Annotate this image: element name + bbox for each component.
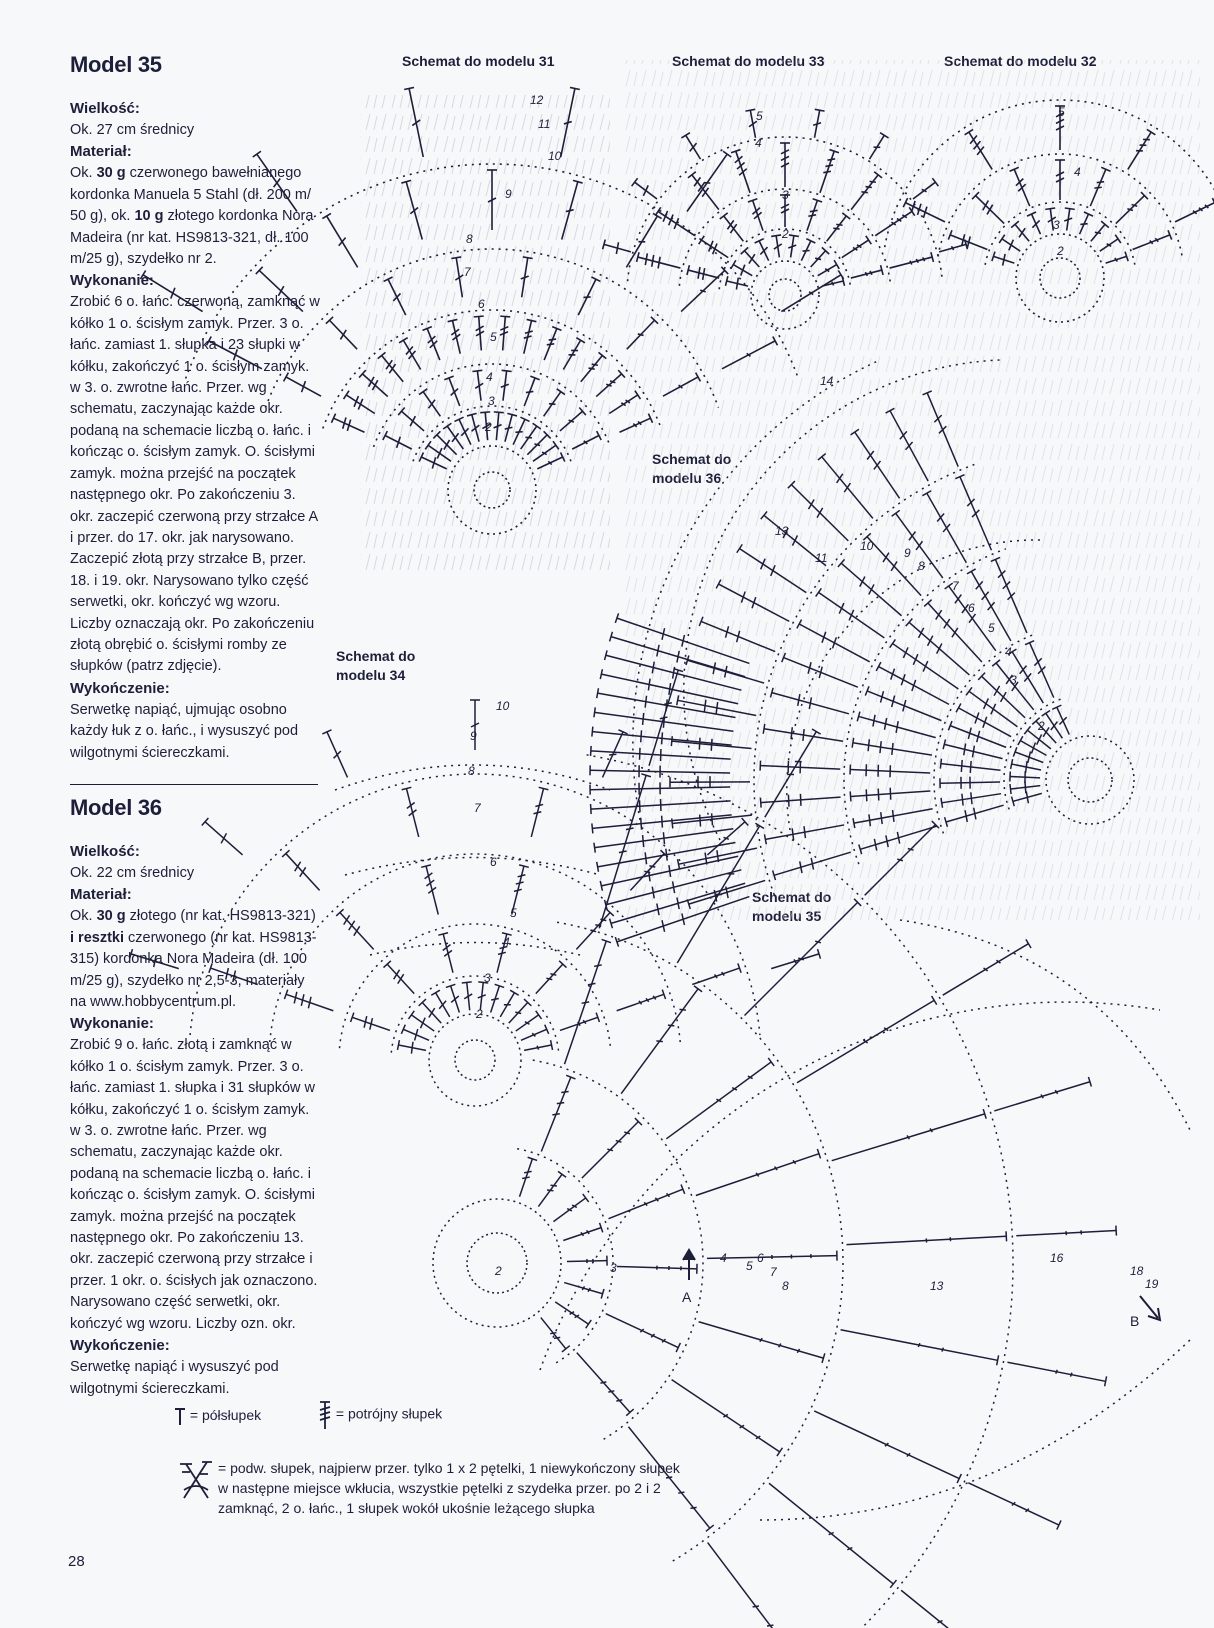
stitch-mark: [932, 996, 937, 1005]
round-number: 3: [484, 971, 491, 985]
stitch-mark: [334, 751, 341, 758]
stitch-mark: [534, 812, 542, 814]
stitch-mark: [768, 1058, 774, 1066]
stitch-mark: [833, 228, 839, 229]
stitch-mark: [480, 412, 490, 413]
stitch-mark: [753, 1606, 759, 1607]
stitch-mark: [1006, 1231, 1007, 1241]
round-number: 5: [490, 330, 497, 344]
stitch-mark: [756, 1173, 759, 1177]
stitch-mark: [600, 881, 602, 891]
stitch-mark: [420, 1018, 425, 1029]
round-number: 5: [756, 109, 763, 123]
stitch-mark: [592, 364, 598, 365]
round-number: 2: [485, 420, 492, 434]
round-number: 8: [918, 559, 925, 573]
stitch-mark: [866, 789, 867, 801]
stitch-mark: [582, 1286, 584, 1290]
round-number: 7: [464, 265, 471, 279]
stitch-mark: [537, 1046, 539, 1050]
stitch-mark: [600, 1382, 606, 1383]
stitch-mark: [679, 1009, 685, 1010]
stitch-mark: [408, 1011, 414, 1019]
stitch-mark: [474, 316, 484, 317]
round-number: 11: [538, 117, 551, 131]
round-number: 19: [1145, 1277, 1159, 1291]
round-number: 2: [495, 1264, 502, 1278]
stitch-mark: [836, 224, 842, 225]
stitch-mark: [591, 746, 592, 756]
stitch-mark: [641, 730, 642, 742]
legend-cross-line3: zamknąć, 2 o. łańc., 1 słupek wokół ukośnie leżącego słupka: [218, 1500, 595, 1516]
stitch-mark: [510, 990, 519, 995]
stitch-mark: [597, 688, 599, 698]
stitch-mark: [777, 1448, 783, 1456]
stitch-mark: [788, 795, 789, 807]
legend-cross-line2: w następne miejsce wkłucia, wszystkie pętelki z szydełka przer. po 2 i 2: [218, 1480, 661, 1496]
round-number: 2: [782, 227, 789, 241]
stitch-mark: [462, 982, 472, 983]
stitch-mark: [561, 1091, 568, 1092]
stitch-mark: [653, 996, 656, 1000]
stitch-mark: [970, 761, 971, 773]
round-number: 13: [775, 524, 789, 538]
stitch-mark: [767, 1625, 773, 1626]
round-number: 9: [470, 729, 477, 743]
stitch-mark: [526, 391, 533, 392]
stitch-mark: [616, 1400, 622, 1401]
stitch-mark: [690, 1507, 696, 1508]
model36-work-heading: Wykonanie:: [70, 1015, 154, 1033]
round-number: 4: [1074, 165, 1081, 179]
stitch-mark: [1097, 182, 1104, 183]
stitch-mark: [918, 1343, 920, 1347]
model35-material-heading: Materiał:: [70, 143, 132, 161]
round-number: 3: [610, 1261, 617, 1275]
legend-triple-text: = potrójny słupek: [335, 1405, 443, 1422]
stitch-mark: [518, 875, 526, 877]
diagram-title-model34: Schemat do modelu 34: [336, 648, 416, 683]
stitch-mark: [668, 1025, 674, 1026]
stitch-mark: [1080, 224, 1087, 225]
round-number: 16: [1050, 1251, 1064, 1265]
chain-arc: [517, 1149, 613, 1364]
stitch-mark: [624, 1132, 630, 1134]
round-number: 7: [770, 1265, 777, 1279]
stitch-mark: [699, 738, 700, 750]
legend-cross-line1: = podw. słupek, najpierw przer. tylko 1 x 2 pętelki, 1 niewykończony słupek: [218, 1460, 680, 1476]
page-number: 28: [68, 1553, 85, 1570]
stitch-mark: [815, 941, 821, 943]
stitch-mark: [284, 373, 289, 382]
model35-size-text: Ok. 27 cm średnicy: [70, 122, 195, 138]
stitch-mark: [961, 760, 962, 772]
stitch-mark: [588, 1288, 590, 1292]
stitch-mark: [278, 286, 283, 296]
stitch-mark: [491, 998, 499, 999]
stitch-mark: [671, 736, 672, 746]
stitch-mark: [646, 998, 649, 1002]
stitch-mark: [516, 882, 524, 884]
marker-b-label: B: [1130, 1313, 1140, 1329]
model36-material-text: Ok. 30 g złotego (nr kat. HS9813-321) i resztki czerwonego (nr kat. HS9813-315) kordonka Nora Madeira (dł. 100 m/25 g), szydełko nr 2,5-3, materiały na www.hobbycentrum.pl.: [70, 908, 317, 1010]
stitch-mark: [592, 727, 593, 737]
stitch-mark: [594, 707, 595, 717]
stitch-mark: [850, 791, 851, 801]
stitch-mark: [700, 815, 701, 827]
stitch-mark: [706, 1525, 714, 1531]
stitch-mark: [797, 1349, 799, 1353]
stitch-mark: [589, 368, 595, 369]
round-number: 7: [474, 801, 481, 815]
stitch-mark: [930, 1128, 932, 1132]
round-number: 5: [1058, 105, 1065, 119]
stitch-mark: [800, 794, 801, 806]
round-number: 3: [488, 394, 495, 408]
round-number: 10: [860, 539, 874, 553]
stitch-mark: [344, 391, 349, 399]
stitch-mark: [354, 396, 358, 407]
stitch-mark: [549, 339, 556, 340]
stitch-mark: [562, 1346, 570, 1352]
stitch-mark: [662, 816, 663, 828]
stitch-mark: [411, 1042, 413, 1054]
round-number: 14: [820, 374, 834, 388]
round-number: 6: [490, 855, 497, 869]
stitch-mark: [694, 986, 702, 992]
stitch-mark: [616, 242, 618, 254]
stitch-mark: [712, 813, 713, 825]
stitch-mark: [583, 1194, 589, 1202]
stitch-mark: [551, 1040, 553, 1050]
stitch-mark: [641, 818, 642, 830]
stitch-mark: [997, 1355, 999, 1365]
diagram-title-model31: Schemat do modelu 31: [402, 53, 555, 69]
stitch-mark: [608, 1391, 614, 1392]
stitch-mark: [793, 1160, 796, 1164]
stitch-mark: [597, 862, 599, 872]
stitch-mark: [1095, 232, 1101, 233]
arrow-a-marker: [683, 1250, 695, 1280]
stitch-mark: [708, 1543, 804, 1628]
stitch-mark: [600, 669, 602, 679]
stitch-mark: [514, 889, 522, 891]
stitch-mark: [870, 181, 876, 182]
round-number: 2: [1038, 719, 1045, 733]
round-number: 6: [757, 1251, 764, 1265]
round-number: 8: [466, 232, 473, 246]
round-number: 5: [746, 1259, 753, 1273]
model36-size-text: Ok. 22 cm średnicy: [70, 864, 195, 881]
stitch-mark: [942, 1348, 944, 1352]
stitch-mark: [322, 213, 331, 218]
stitch-mark: [715, 975, 718, 979]
stitch-mark: [594, 843, 595, 853]
round-number: 8: [468, 764, 475, 778]
stitch-mark: [515, 432, 522, 433]
stitch-mark: [722, 972, 725, 976]
model35-title: Model 35: [70, 52, 162, 77]
round-number: 2: [476, 1007, 483, 1021]
stitch-mark: [557, 1103, 564, 1104]
stitch-mark: [760, 798, 761, 808]
round-number: 8: [782, 1279, 789, 1293]
stitch-mark: [535, 804, 543, 806]
half-double-crochet-icon: [174, 1406, 186, 1426]
stitch-mark: [547, 344, 554, 345]
model36-material-heading: Materiał:: [70, 886, 132, 904]
stitch-mark: [1026, 939, 1031, 948]
model35-finish-text: Serwetkę napiąć, ujmując osobno każdy łuk z o. łańc., i wysuszyć pod wilgotnymi ściereczkami.: [70, 701, 299, 761]
model35-size-heading: Wielkość:: [70, 100, 140, 117]
round-number: 11: [815, 551, 828, 565]
round-number: 9: [505, 187, 512, 201]
round-number: 2: [1057, 244, 1064, 258]
stitch-mark: [587, 1230, 590, 1234]
stitch-mark: [607, 1149, 613, 1151]
round-number: 6: [478, 297, 485, 311]
stitch-mark: [340, 330, 346, 340]
stitch-mark: [549, 404, 556, 405]
stitch-mark: [500, 316, 510, 317]
stitch-mark: [1105, 1376, 1107, 1386]
model36-finish-text: Serwetkę napiąć i wysuszyć pod wilgotnymi ściereczkami.: [70, 1359, 279, 1397]
round-number: 5: [510, 906, 517, 920]
stitch-mark: [592, 823, 593, 833]
round-number: 4: [503, 935, 510, 949]
round-number: 10: [496, 699, 510, 713]
round-number: 6: [968, 601, 975, 615]
marker-a-label: A: [682, 1289, 692, 1305]
stitch-mark: [779, 1344, 781, 1348]
stitch-mark: [1055, 1090, 1057, 1094]
stitch-mark: [581, 1232, 584, 1236]
stitch-mark: [907, 1135, 909, 1139]
stitch-mark: [890, 788, 891, 800]
arrow-b-marker: [1140, 1296, 1160, 1320]
round-number: 4: [486, 370, 493, 384]
model35-work-text: Zrobić 6 o. łańc. czerwoną, zamknąć w kółko 1 o. ścisłym zamyk. Przer. 3 o. łańc. zamiast 1. słupka i 23 słupki w kółku, zakończyć 1 o. ścisłym zamyk. w 3. o. zwrotne łańc. Przer. wg schematu, zaczynając każde okr. podaną na schemacie liczbą o. łańc. i kończąc o. ścisłym zamyk. O. ścisłymi zamyk. można przejść na początek następnego okr. Po zakończeniu 3. okr. zaczepić czerwoną przy strzałce A i przer. do 17. okr. jak narysowano. Zaczepić złotą przy strzałce B, przer. 18. i 19. okr. Narysowano tylko część serwetki, okr. kończyć wg wzoru. Liczby oznaczają okr. Po zakończeniu złotą obrębić o. ścisłymi romby ze słupków (patrz zdjęcie).: [70, 294, 320, 675]
stitch-mark: [525, 437, 532, 438]
stitch-mark: [498, 952, 506, 954]
stitch-mark: [397, 1040, 399, 1050]
round-number: 4: [1005, 645, 1012, 659]
stitch-mark: [515, 1012, 521, 1013]
stitch-mark: [616, 1141, 622, 1143]
stitch-mark: [711, 739, 712, 751]
round-number: 3: [1010, 673, 1017, 687]
stitch-mark: [586, 1320, 592, 1328]
triple-crochet-icon: [318, 1400, 332, 1430]
round-number: 12: [530, 93, 544, 107]
stitch-mark: [404, 87, 414, 89]
stitch-mark: [221, 833, 226, 843]
stitch-mark: [253, 151, 261, 157]
stitch-mark: [609, 754, 616, 755]
stitch-mark: [1056, 1370, 1058, 1374]
stitch-mark: [536, 1011, 542, 1019]
stitch-mark: [570, 87, 580, 89]
model35-finish-heading: Wykończenie:: [70, 679, 170, 697]
bleed-through: [360, 95, 610, 575]
stitch-mark: [866, 187, 872, 188]
model36-title: Model 36: [70, 794, 162, 820]
legend-triple: [318, 1400, 442, 1430]
stitch-mark: [583, 1020, 586, 1024]
stitch-mark: [554, 1337, 560, 1338]
legend-half-double: [174, 1405, 261, 1426]
stitch-mark: [140, 271, 145, 280]
model36-finish-heading: Wykończenie:: [70, 1337, 170, 1355]
stitch-mark: [639, 1001, 642, 1005]
model35-material-text: Ok. 30 g czerwonego bawełnianego kordonka Manuela 5 Stahl (dł. 200 m/ 50 g), ok. 10 g złotego kordonka Nora Madeira (nr kat. HS9813-321, dł. 100 m/25 g), szydełko nr 2.: [70, 165, 314, 268]
legend-cross: [178, 1458, 680, 1518]
stitch-mark: [547, 1190, 553, 1191]
stitch-mark: [878, 789, 879, 801]
round-number: 4: [755, 136, 762, 150]
stitch-mark: [591, 804, 592, 814]
round-number: 3: [782, 188, 789, 202]
round-number: 10: [548, 149, 562, 163]
stitch-mark: [582, 1002, 590, 1003]
stitch-mark: [861, 192, 867, 193]
stitch-mark: [546, 978, 552, 979]
stitch-mark: [550, 974, 556, 975]
stitch-mark: [794, 959, 796, 963]
stitch-mark: [524, 1171, 532, 1172]
stitch-mark: [760, 1338, 762, 1342]
model36-size-heading: Wielkość:: [70, 842, 140, 860]
round-number: 5: [988, 621, 995, 635]
stitch-mark: [775, 1167, 778, 1171]
stitch-mark: [662, 732, 663, 744]
round-number: 7: [952, 579, 959, 593]
round-number: 13: [930, 1279, 944, 1293]
stitch-mark: [1070, 1373, 1072, 1377]
stitch-mark: [1094, 187, 1101, 188]
crossed-double-crochet-icon: [178, 1460, 214, 1500]
stitch-mark: [552, 1114, 559, 1115]
stitch-mark: [558, 1171, 566, 1177]
stitch-mark: [1116, 1226, 1117, 1236]
model36-work-text: Zrobić 9 o. łańc. złotą i zamknąć w kółko 1 o. ścisłym zamyk. Przer. 3 o. łańc. zamiast 1. słupka i 31 słupków w kółku, zakończyć 1 o. ścisłym zamyk. w 3. o. zwrotne łańc. Przer. wg schematu, zaczynając każde okr. podaną na schemacie liczbą o. łańc. i kończąc o. ścisłym zamyk. O. ścisłymi zamyk. można przejść na początek następnego okr. Po zakończeniu 13. okr. zaczepić czerwoną przy strzałce i przer. 1 okr. o. ścisłych jak oznaczono. Narysowano część serwetki, okr. kończyć wg wzoru. Liczby ozn. okr.: [70, 1037, 318, 1332]
stitch-mark: [551, 1185, 557, 1186]
model35-work-heading: Wykonanie:: [70, 272, 154, 290]
round-number: 3: [1053, 218, 1060, 232]
stitch-mark: [494, 412, 504, 413]
stitch-mark: [1041, 1095, 1043, 1099]
legend-half-double-text: = półsłupek: [189, 1407, 262, 1423]
stitch-mark: [594, 965, 602, 966]
stitch-mark: [431, 990, 440, 995]
stitch-mark: [550, 1333, 556, 1334]
stitch-mark: [522, 1177, 530, 1178]
stitch-mark: [802, 250, 809, 251]
stitch-mark: [656, 1041, 662, 1042]
round-number: 9: [904, 546, 911, 560]
round-number: 18: [1130, 1264, 1144, 1278]
round-number: 4: [720, 1251, 727, 1265]
stitch-mark: [588, 983, 596, 984]
